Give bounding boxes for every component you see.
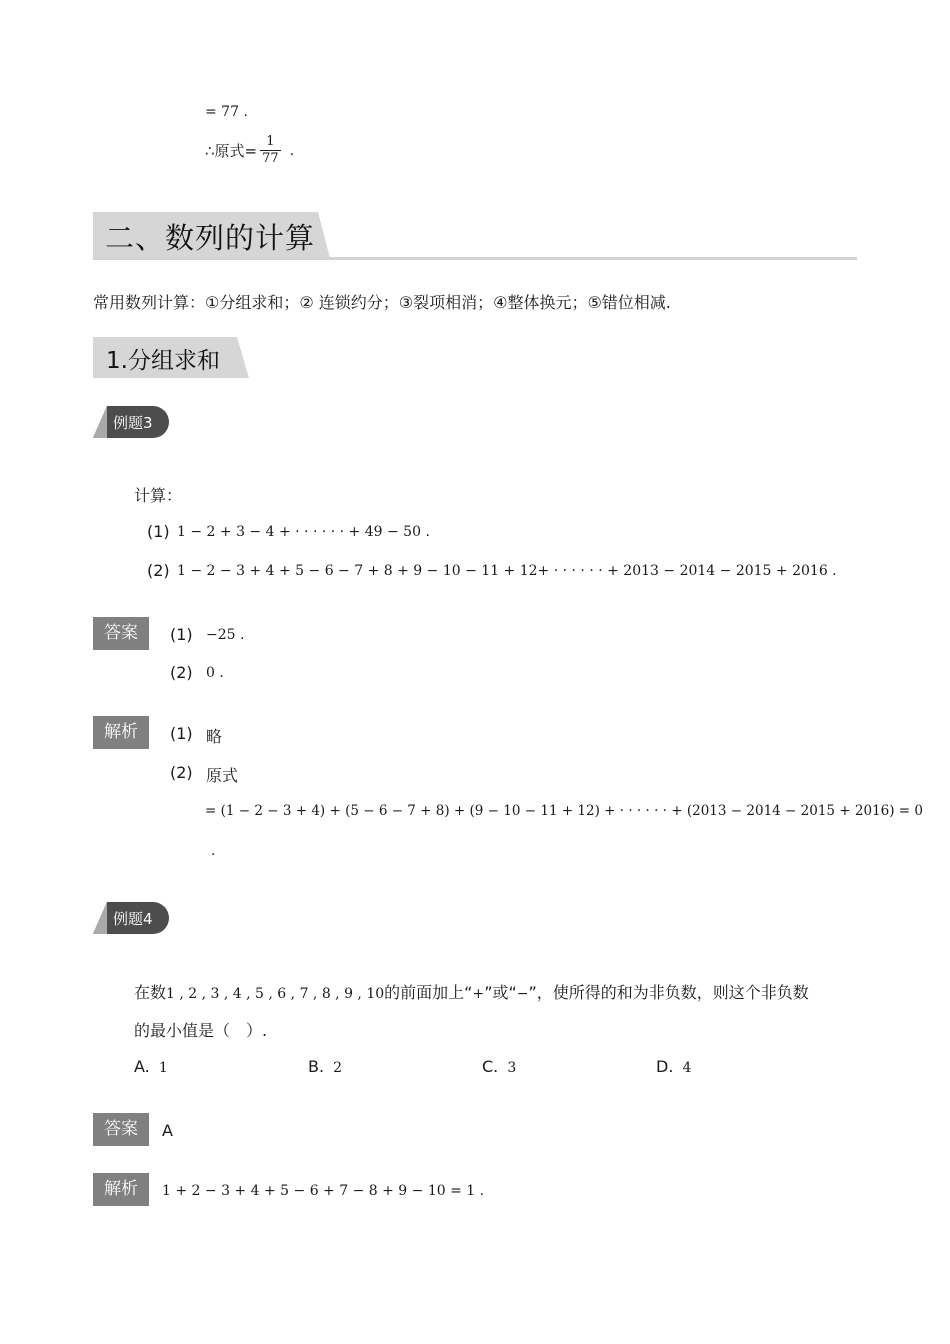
analysis-number: (1) (170, 724, 193, 743)
analysis-expression: = (1 − 2 − 3 + 4) + (5 − 6 − 7 + 8) + (9 − 10 − 11 + 12) + · · · · · · + (2013 − 2014 − 2015 + 2016) = 0 (205, 803, 923, 819)
answer-value: −25 . (206, 627, 245, 643)
option-a[interactable] (134, 1057, 168, 1076)
question-text: 的最小值是（ ）. (134, 1021, 268, 1040)
question-number: (1) (147, 522, 170, 541)
section-header (93, 212, 857, 260)
section-title: 二、数列的计算 (105, 221, 316, 255)
fraction-denominator: 77 (262, 151, 279, 166)
answer-label: 答案 (93, 617, 149, 650)
fraction-numerator: 1 (260, 134, 281, 151)
subsection-title: 1.分组求和 (106, 348, 220, 374)
option-label: B. (308, 1057, 325, 1076)
example-tag (93, 406, 169, 438)
option-label: A. (134, 1057, 150, 1076)
analysis-text: 原式 (206, 766, 239, 785)
analysis-text: 略 (206, 727, 223, 746)
question-text-part: 在数 (134, 983, 167, 1002)
example-tag-label: 例题3 (113, 414, 153, 432)
option-label: D. (656, 1057, 674, 1076)
plus-sign: + (472, 986, 485, 1002)
option-label: C. (482, 1057, 499, 1076)
question-text-part: ”，使所得的和为非负数，则这个非负数 (528, 983, 809, 1002)
question-prompt: 计算： (134, 486, 183, 505)
equation-line: = 77 . (205, 104, 248, 120)
minus-sign: − (516, 986, 529, 1002)
answer-number: (2) (170, 663, 193, 682)
answer-number: (1) (170, 625, 193, 644)
question-number: (2) (147, 561, 170, 580)
answer-label: 答案 (93, 1113, 149, 1146)
conclusion-prefix: ∴原式= (205, 142, 258, 160)
answer-value: A (162, 1121, 173, 1140)
analysis-expression: 1 + 2 − 3 + 4 + 5 − 6 + 7 − 8 + 9 − 10 = 1 . (162, 1183, 485, 1199)
question-expression: 1 − 2 + 3 − 4 + · · · · · · + 49 − 50 . (177, 524, 430, 540)
analysis-label: 解析 (93, 716, 149, 749)
analysis-end: . (211, 843, 216, 859)
example-tag-label: 例题4 (113, 910, 153, 928)
question-text-part: ”或“ (484, 983, 517, 1002)
conclusion-line (205, 134, 294, 167)
conclusion-suffix: . (289, 142, 295, 159)
question-expression: 1 − 2 − 3 + 4 + 5 − 6 − 7 + 8 + 9 − 10 − 11 + 12+ · · · · · · + 2013 − 2014 − 2015 + 2016 . (177, 563, 837, 579)
option-c[interactable] (482, 1057, 516, 1076)
option-b[interactable] (308, 1057, 342, 1076)
section-intro: 常用数列计算：①分组求和；② 连锁约分；③裂项相消；④整体换元；⑤错位相减. (93, 293, 671, 312)
answer-value: 0 . (206, 665, 224, 681)
option-value: 2 (333, 1060, 343, 1076)
example-tag (93, 902, 169, 934)
fraction (260, 134, 281, 167)
option-value: 4 (682, 1060, 692, 1076)
question-numbers: 1 , 2 , 3 , 4 , 5 , 6 , 7 , 8 , 9 , 10 (166, 986, 385, 1002)
question-text (134, 980, 809, 1003)
option-d[interactable] (656, 1057, 691, 1076)
option-value: 1 (158, 1060, 168, 1076)
analysis-number: (2) (170, 763, 193, 782)
analysis-label: 解析 (93, 1173, 149, 1206)
question-text-part: 的前面加上“ (384, 983, 473, 1002)
option-value: 3 (507, 1060, 517, 1076)
